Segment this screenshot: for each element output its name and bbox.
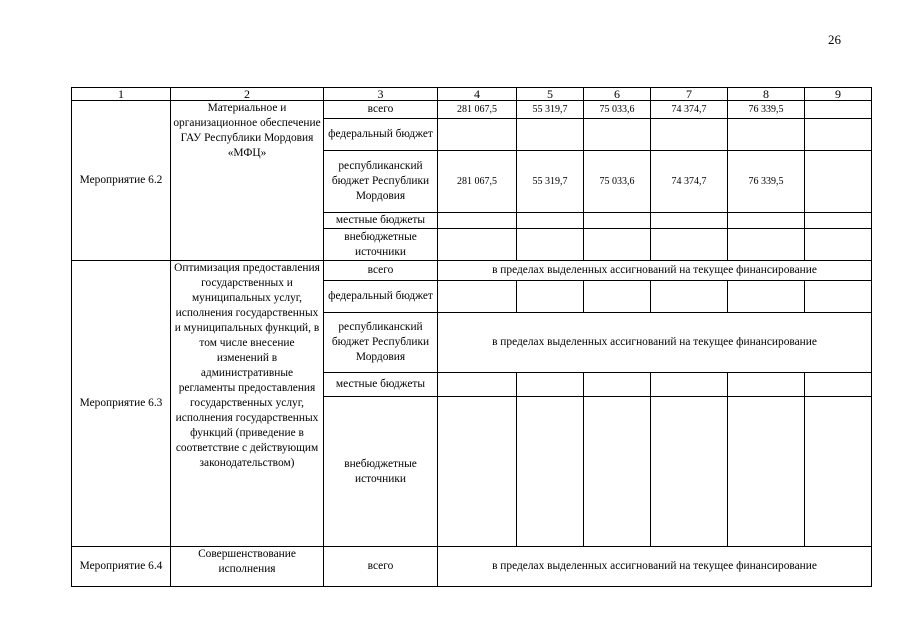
funding-source: внебюджетные источники (324, 229, 438, 261)
amount-cell (805, 229, 872, 261)
amount-cell (517, 373, 584, 397)
amount-cell (805, 373, 872, 397)
page-number: 26 (828, 32, 841, 47)
funding-source: местные бюджеты (324, 373, 438, 397)
funding-source: всего (324, 547, 438, 587)
amount-cell (438, 229, 517, 261)
amount-cell (584, 119, 651, 151)
amount-cell (728, 213, 805, 229)
amount-cell (805, 397, 872, 547)
column-header: 1 (72, 88, 171, 101)
column-header: 4 (438, 88, 517, 101)
amount-cell (584, 281, 651, 313)
table-header-row (72, 88, 872, 101)
amount-cell: 75 033,6 (584, 151, 651, 213)
funding-note: в пределах выделенных ассигнований на текущее финансирование (438, 261, 872, 281)
amount-cell (517, 229, 584, 261)
event-label: Мероприятие 6.3 (72, 261, 171, 547)
column-header: 3 (324, 88, 438, 101)
amount-cell (805, 119, 872, 151)
funding-source: всего (324, 261, 438, 281)
event-label: Мероприятие 6.4 (72, 547, 171, 587)
funding-source: всего (324, 101, 438, 119)
amount-cell (438, 281, 517, 313)
funding-note: в пределах выделенных ассигнований на текущее финансирование (438, 547, 872, 587)
table-row (72, 547, 872, 587)
amount-cell (805, 213, 872, 229)
amount-cell: 281 067,5 (438, 101, 517, 119)
column-header: 2 (171, 88, 324, 101)
column-header: 6 (584, 88, 651, 101)
amount-cell: 76 339,5 (728, 101, 805, 119)
event-description: Материальное и организационное обеспечение ГАУ Республики Мордовия «МФЦ» (171, 101, 324, 261)
amount-cell: 74 374,7 (651, 151, 728, 213)
amount-cell (728, 229, 805, 261)
amount-cell: 55 319,7 (517, 151, 584, 213)
amount-cell (728, 373, 805, 397)
amount-cell (651, 119, 728, 151)
amount-cell: 281 067,5 (438, 151, 517, 213)
funding-source: федеральный бюджет (324, 119, 438, 151)
funding-note: в пределах выделенных ассигнований на текущее финансирование (438, 313, 872, 373)
funding-source: внебюджетные источники (324, 397, 438, 547)
table-row (72, 101, 872, 119)
amount-cell (517, 119, 584, 151)
amount-cell (517, 397, 584, 547)
amount-cell (517, 281, 584, 313)
amount-cell (805, 281, 872, 313)
funding-source: республиканский бюджет Республики Мордовия (324, 151, 438, 213)
column-header: 8 (728, 88, 805, 101)
amount-cell: 74 374,7 (651, 101, 728, 119)
amount-cell (584, 397, 651, 547)
amount-cell (728, 119, 805, 151)
amount-cell (438, 373, 517, 397)
amount-cell (651, 397, 728, 547)
amount-cell (584, 213, 651, 229)
funding-source: местные бюджеты (324, 213, 438, 229)
amount-cell (728, 281, 805, 313)
amount-cell (438, 397, 517, 547)
funding-source: республиканский бюджет Республики Мордовия (324, 313, 438, 373)
amount-cell (517, 213, 584, 229)
event-label: Мероприятие 6.2 (72, 101, 171, 261)
amount-cell (651, 229, 728, 261)
amount-cell (438, 119, 517, 151)
amount-cell (805, 101, 872, 119)
column-header: 7 (651, 88, 728, 101)
budget-table (71, 87, 872, 587)
amount-cell (438, 213, 517, 229)
amount-cell: 75 033,6 (584, 101, 651, 119)
amount-cell (651, 213, 728, 229)
table-row (72, 261, 872, 281)
funding-source: федеральный бюджет (324, 281, 438, 313)
amount-cell (651, 373, 728, 397)
amount-cell: 55 319,7 (517, 101, 584, 119)
column-header: 9 (805, 88, 872, 101)
amount-cell (584, 229, 651, 261)
amount-cell (584, 373, 651, 397)
event-description: Совершенствование исполнения (171, 547, 324, 587)
column-header: 5 (517, 88, 584, 101)
amount-cell: 76 339,5 (728, 151, 805, 213)
amount-cell (651, 281, 728, 313)
amount-cell (805, 151, 872, 213)
amount-cell (728, 397, 805, 547)
event-description: Оптимизация предоставления государственных и муниципальных услуг, исполнения государственных и муниципальных функций, в том числе внесение изменений в административные регламенты предоставления государственных услуг, исполнения государственных функций (приведение в соответствие с действующим законодательством) (171, 261, 324, 547)
